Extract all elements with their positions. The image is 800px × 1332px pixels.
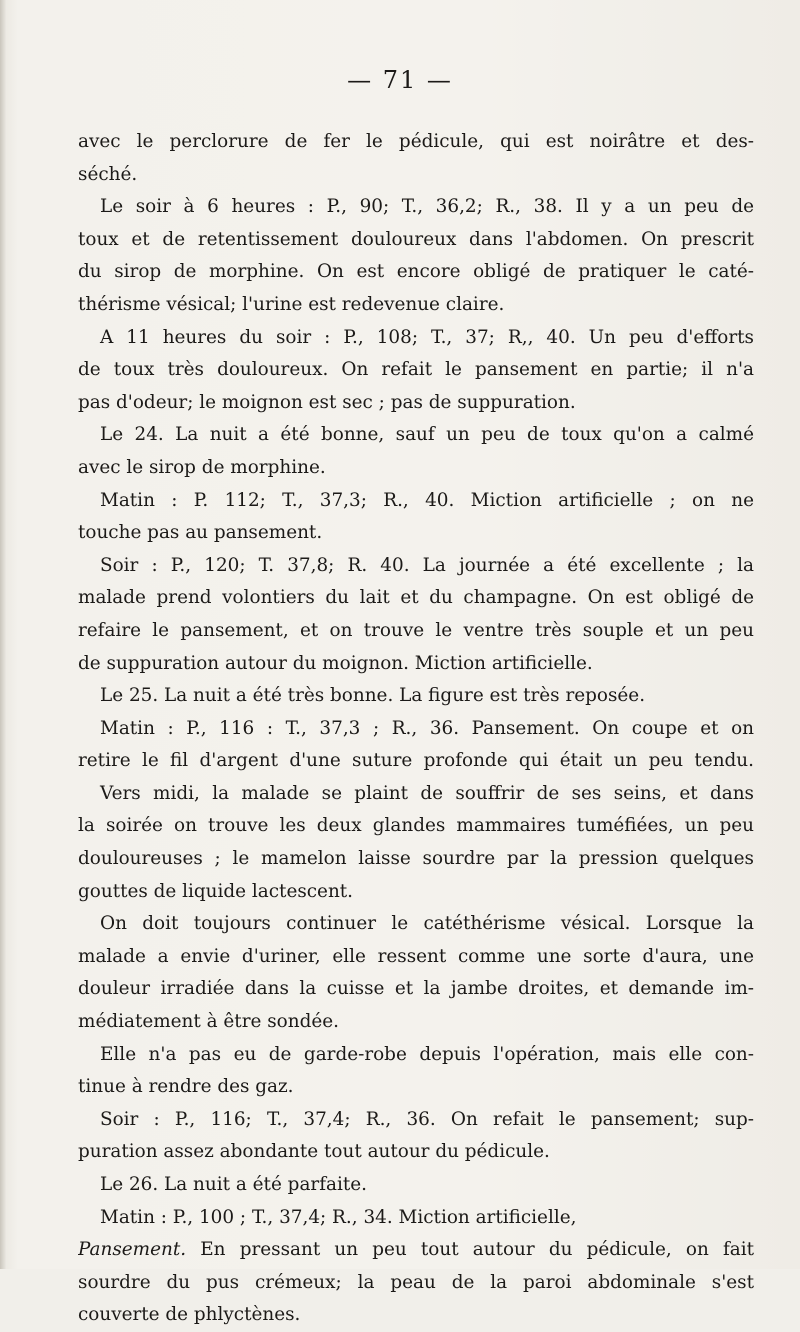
text-line: retire le fil d'argent d'une suture profonde qui était un peu tendu. [78,750,754,772]
body-text [78,126,754,1332]
text-line: gouttes de liquide lactescent. [78,880,354,902]
text-line: douleur irradiée dans la cuisse et la jambe droites, et demande im- [78,978,754,1000]
text-line: toux et de retentissement douloureux dans l'abdomen. On prescrit [78,228,754,250]
text-line: touche pas au pansement. [78,522,323,544]
italic-word: Pansement. [78,1239,187,1261]
text-line: puration assez abondante tout autour du pédicule. [78,1141,550,1163]
text-line: malade a envie d'uriner, elle ressent comme une sorte d'aura, une [78,945,754,967]
text-line: avec le sirop de morphine. [78,456,326,478]
text-line: thérisme vésical; l'urine est redevenue claire. [78,293,505,315]
line-text: En pressant un peu tout autour du pédicule, on fait [186,1239,754,1261]
text-line: sourdre du pus crémeux; la peau de la paroi abdominale s'est [78,1271,754,1293]
text-line: couverte de phlyctènes. [78,1304,301,1326]
page-binding-edge [0,0,6,1269]
text-line: Le 24. La nuit a été bonne, sauf un peu de toux qu'on a calmé [100,424,754,446]
text-line: On doit toujours continuer le catéthérisme vésical. Lorsque la [100,913,754,935]
text-line: séché. [78,163,138,185]
text-line: refaire le pansement, et on trouve le ventre très souple et un peu [78,619,754,641]
text-line [78,1234,754,1267]
text-line: Elle n'a pas eu de garde-robe depuis l'opération, mais elle con- [100,1043,754,1065]
text-line: Matin : P., 100 ; T., 37,4; R., 34. Miction artificielle, [100,1206,577,1228]
text-line: avec le perclorure de fer le pédicule, qui est noirâtre et des- [78,131,754,152]
text-line: malade prend volontiers du lait et du champagne. On est obligé de [78,587,754,609]
text-line: Vers midi, la malade se plaint de souffrir de ses seins, et dans [100,782,754,804]
text-line: A 11 heures du soir : P., 108; T., 37; R,, 40. Un peu d'efforts [100,326,754,348]
text-line: de toux très douloureux. On refait le pansement en partie; il n'a [78,359,754,381]
text-line: du sirop de morphine. On est encore obligé de pratiquer le caté- [78,261,754,283]
text-line: Le 25. La nuit a été très bonne. La figure est très reposée. [100,685,646,707]
text-line: tinue à rendre des gaz. [78,1076,294,1098]
text-line: Le soir à 6 heures : P., 90; T., 36,2; R., 38. Il y a un peu de [100,196,754,218]
page-number: — 71 — [347,66,453,94]
text-line: Matin : P., 116 : T., 37,3 ; R., 36. Pansement. On coupe et on [100,717,754,739]
text-line: douloureuses ; le mamelon laisse sourdre par la pression quelques [78,848,754,870]
text-line: médiatement à être sondée. [78,1011,339,1033]
text-line: la soirée on trouve les deux glandes mammaires tuméfiées, un peu [78,815,754,837]
text-line: de suppuration autour du moignon. Miction artificielle. [78,652,593,674]
text-line: Matin : P. 112; T., 37,3; R., 40. Miction artificielle ; on ne [100,489,754,511]
text-line: Soir : P., 120; T. 37,8; R. 40. La journée a été excellente ; la [100,554,754,576]
text-line: Soir : P., 116; T., 37,4; R., 36. On refait le pansement; sup- [100,1108,754,1130]
text-line: Le 26. La nuit a été parfaite. [100,1174,367,1195]
text-line: pas d'odeur; le moignon est sec ; pas de suppuration. [78,391,576,413]
